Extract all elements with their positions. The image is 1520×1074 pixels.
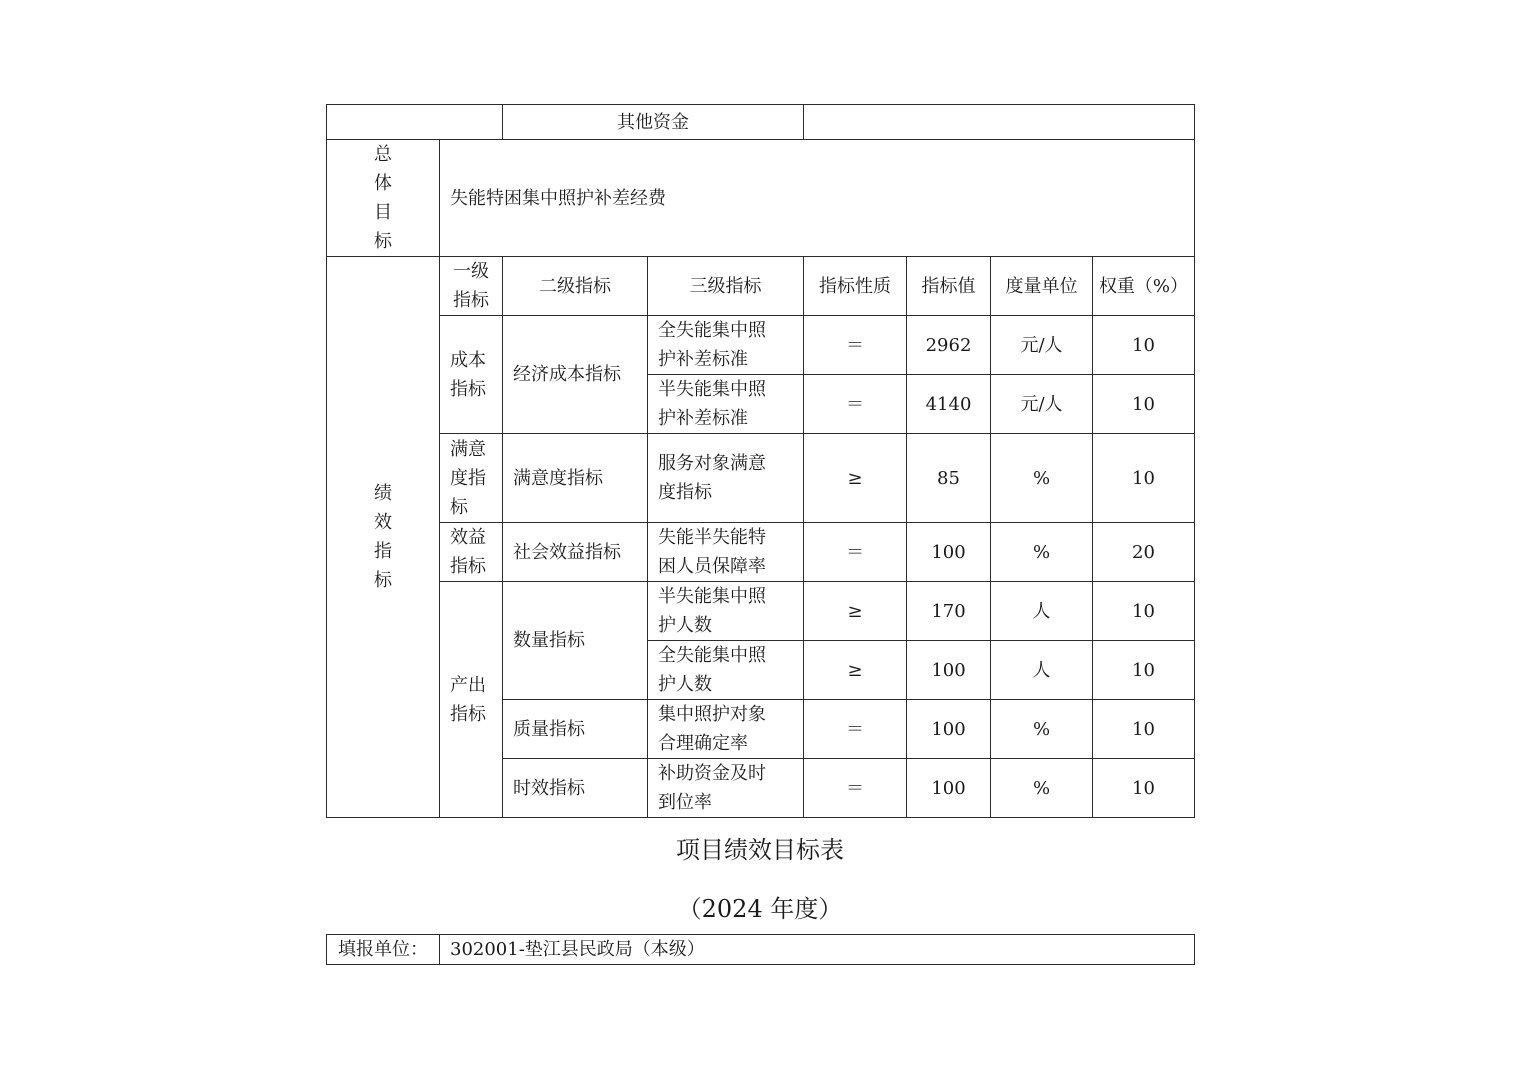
- value-cell: 100: [907, 523, 991, 582]
- group-line: 标: [450, 496, 468, 518]
- group-line: 度指: [450, 467, 486, 489]
- level3-line: 护补差标准: [658, 408, 748, 429]
- unit-cell: %: [991, 700, 1093, 759]
- page-title: 项目绩效目标表: [676, 836, 844, 864]
- unit-cell: 人: [991, 641, 1093, 700]
- level2-quantity: 数量指标: [503, 582, 648, 700]
- value-cell: 4140: [907, 375, 991, 434]
- level2-timeliness: 时效指标: [503, 759, 648, 818]
- nature-cell: ＝: [804, 316, 907, 375]
- value-cell: 100: [907, 641, 991, 700]
- level3-cell: [648, 700, 804, 759]
- group-benefit: [440, 523, 503, 582]
- group-line: 满意: [450, 438, 486, 460]
- group-cost: [440, 316, 503, 434]
- level3-line: 到位率: [658, 792, 712, 813]
- other-funds-value: [804, 105, 1195, 140]
- group-output: [440, 582, 503, 818]
- unit-label: 填报单位：: [327, 935, 440, 965]
- level3-cell: [648, 759, 804, 818]
- weight-cell: 10: [1093, 434, 1195, 523]
- header-value: 指标值: [907, 257, 991, 316]
- vchar: 目: [374, 202, 392, 223]
- level3-line: 补助资金及时: [658, 763, 766, 784]
- level3-line: 服务对象满意: [658, 453, 766, 474]
- level3-cell: [648, 434, 804, 523]
- level3-line: 护补差标准: [658, 349, 748, 370]
- group-line: 效益: [450, 527, 486, 548]
- value-cell: 2962: [907, 316, 991, 375]
- level3-line: 半失能集中照: [658, 586, 766, 607]
- level3-line: 半失能集中照: [658, 379, 766, 400]
- level3-cell: [648, 582, 804, 641]
- header-line: 一级: [453, 261, 489, 282]
- vchar: 绩: [374, 483, 392, 504]
- nature-cell: ＝: [804, 759, 907, 818]
- header-level3: 三级指标: [648, 257, 804, 316]
- vchar: 体: [374, 173, 392, 194]
- unit-cell: %: [991, 523, 1093, 582]
- weight-cell: 10: [1093, 641, 1195, 700]
- other-funds-label: 其他资金: [503, 105, 804, 140]
- overall-goal-label: [327, 140, 440, 257]
- level3-line: 合理确定率: [658, 733, 748, 754]
- level3-line: 困人员保障率: [658, 556, 766, 577]
- header-level1: [440, 257, 503, 316]
- value-cell: 100: [907, 759, 991, 818]
- level3-line: 全失能集中照: [658, 320, 766, 341]
- unit-cell: 人: [991, 582, 1093, 641]
- weight-cell: 10: [1093, 375, 1195, 434]
- unit-cell: 元/人: [991, 375, 1093, 434]
- header-level2: 二级指标: [503, 257, 648, 316]
- level3-cell: [648, 523, 804, 582]
- level3-cell: [648, 375, 804, 434]
- vchar: 效: [374, 512, 392, 533]
- weight-cell: 10: [1093, 759, 1195, 818]
- unit-cell: %: [991, 759, 1093, 818]
- level3-line: 度指标: [658, 482, 712, 503]
- nature-cell: ＝: [804, 375, 907, 434]
- weight-cell: 10: [1093, 582, 1195, 641]
- nature-cell: ≥: [804, 641, 907, 700]
- performance-table: [326, 104, 1195, 818]
- level3-line: 全失能集中照: [658, 645, 766, 666]
- nature-cell: ＝: [804, 700, 907, 759]
- unit-value: 302001-垫江县民政局（本级）: [440, 935, 1195, 965]
- value-cell: 100: [907, 700, 991, 759]
- group-line: 指标: [450, 378, 486, 400]
- year-subtitle: （2024 年度）: [677, 895, 843, 923]
- vchar: 标: [374, 231, 392, 252]
- header-nature: 指标性质: [804, 257, 907, 316]
- weight-cell: 20: [1093, 523, 1195, 582]
- level2-quality: 质量指标: [503, 700, 648, 759]
- unit-cell: %: [991, 434, 1093, 523]
- vchar: 标: [374, 570, 392, 591]
- nature-cell: ≥: [804, 582, 907, 641]
- level3-cell: [648, 316, 804, 375]
- value-cell: 85: [907, 434, 991, 523]
- header-unit: 度量单位: [991, 257, 1093, 316]
- group-line: 成本: [450, 349, 486, 371]
- overall-goal-text: 失能特困集中照护补差经费: [440, 140, 1195, 257]
- perf-label: [327, 257, 440, 818]
- weight-cell: 10: [1093, 316, 1195, 375]
- level3-line: 集中照护对象: [658, 704, 766, 725]
- header-line: 指标: [453, 290, 489, 311]
- group-line: 指标: [450, 703, 486, 725]
- level3-line: 护人数: [658, 674, 712, 695]
- level3-line: 护人数: [658, 615, 712, 636]
- level2-satisfaction: 满意度指标: [503, 434, 648, 523]
- weight-cell: 10: [1093, 700, 1195, 759]
- unit-table: [326, 934, 1195, 965]
- header-weight: 权重（%）: [1093, 257, 1195, 316]
- level2-econ: 经济成本指标: [503, 316, 648, 434]
- empty-cell: [327, 105, 503, 140]
- nature-cell: ≥: [804, 434, 907, 523]
- value-cell: 170: [907, 582, 991, 641]
- level3-line: 失能半失能特: [658, 527, 766, 548]
- vchar: 指: [374, 541, 392, 562]
- unit-cell: 元/人: [991, 316, 1093, 375]
- level2-social: 社会效益指标: [503, 523, 648, 582]
- level3-cell: [648, 641, 804, 700]
- group-line: 指标: [450, 556, 486, 577]
- nature-cell: ＝: [804, 523, 907, 582]
- group-line: 产出: [450, 674, 486, 696]
- group-satisfaction: [440, 434, 503, 523]
- vchar: 总: [374, 144, 392, 165]
